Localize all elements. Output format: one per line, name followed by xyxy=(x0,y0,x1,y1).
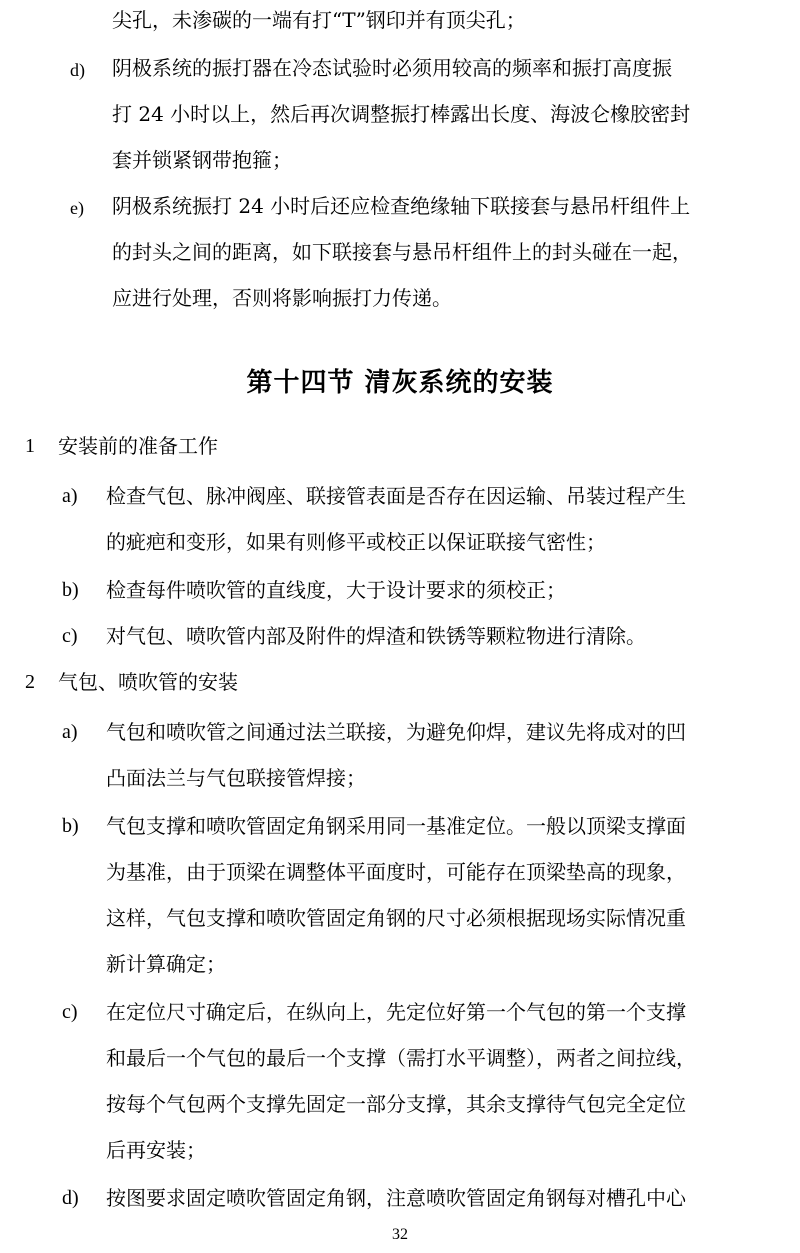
list-label: e) xyxy=(70,198,84,218)
paragraph-line: 气包和喷吹管之间通过法兰联接，为避免仰焊，建议先将成对的凹 xyxy=(106,720,686,744)
paragraph-line: 在定位尺寸确定后，在纵向上，先定位好第一个气包的第一个支撑 xyxy=(106,1000,686,1024)
paragraph-line: 尖孔，未渗碳的一端有打“T”钢印并有顶尖孔； xyxy=(112,8,526,32)
paragraph-line: 应进行处理，否则将影响振打力传递。 xyxy=(112,286,452,310)
paragraph-line: 气包支撑和喷吹管固定角钢采用同一基准定位。一般以顶梁支撑面 xyxy=(106,814,686,838)
paragraph-line: 按图要求固定喷吹管固定角钢，注意喷吹管固定角钢每对槽孔中心 xyxy=(106,1186,686,1210)
section-heading: 安装前的准备工作 xyxy=(58,434,218,458)
paragraph-line: 打 24 小时以上，然后再次调整振打棒露出长度、海波仑橡胶密封 xyxy=(112,102,691,126)
section-heading: 气包、喷吹管的安装 xyxy=(58,670,238,694)
paragraph-line: 阴极系统振打 24 小时后还应检查绝缘轴下联接套与悬吊杆组件上 xyxy=(112,194,691,218)
list-label: b) xyxy=(62,579,79,601)
paragraph-line: 新计算确定； xyxy=(106,952,226,976)
page-number: 32 xyxy=(392,1226,408,1243)
paragraph-line: 后再安装； xyxy=(106,1138,206,1162)
list-label: c) xyxy=(62,625,78,647)
section-number: 1 xyxy=(25,435,35,457)
paragraph-line: 为基准，由于顶梁在调整体平面度时，可能存在顶梁垫高的现象， xyxy=(106,860,686,884)
paragraph-line: 对气包、喷吹管内部及附件的焊渣和铁锈等颗粒物进行清除。 xyxy=(106,624,646,648)
paragraph-line: 这样，气包支撑和喷吹管固定角钢的尺寸必须根据现场实际情况重 xyxy=(106,906,686,930)
list-label: c) xyxy=(62,1001,78,1023)
paragraph-line: 的封头之间的距离，如下联接套与悬吊杆组件上的封头碰在一起， xyxy=(112,240,692,264)
list-label: a) xyxy=(62,721,78,743)
paragraph-line: 检查每件喷吹管的直线度，大于设计要求的须校正； xyxy=(106,578,566,602)
section-number: 2 xyxy=(25,671,35,693)
paragraph-line: 凸面法兰与气包联接管焊接； xyxy=(106,766,366,790)
list-label: a) xyxy=(62,485,78,507)
section-title: 第十四节 清灰系统的安装 xyxy=(246,368,554,398)
paragraph-line: 按每个气包两个支撑先固定一部分支撑，其余支撑待气包完全定位 xyxy=(106,1092,686,1116)
list-label: d) xyxy=(70,60,85,80)
list-label: b) xyxy=(62,815,79,837)
paragraph-line: 检查气包、脉冲阀座、联接管表面是否存在因运输、吊装过程产生 xyxy=(106,484,686,508)
list-label: d) xyxy=(62,1187,79,1209)
paragraph-line: 的疵疤和变形，如果有则修平或校正以保证联接气密性； xyxy=(106,530,606,554)
paragraph-line: 和最后一个气包的最后一个支撑（需打水平调整），两者之间拉线， xyxy=(106,1046,696,1070)
paragraph-line: 套并锁紧钢带抱箍； xyxy=(112,148,292,172)
paragraph-line: 阴极系统的振打器在冷态试验时必须用较高的频率和振打高度振 xyxy=(112,56,672,80)
